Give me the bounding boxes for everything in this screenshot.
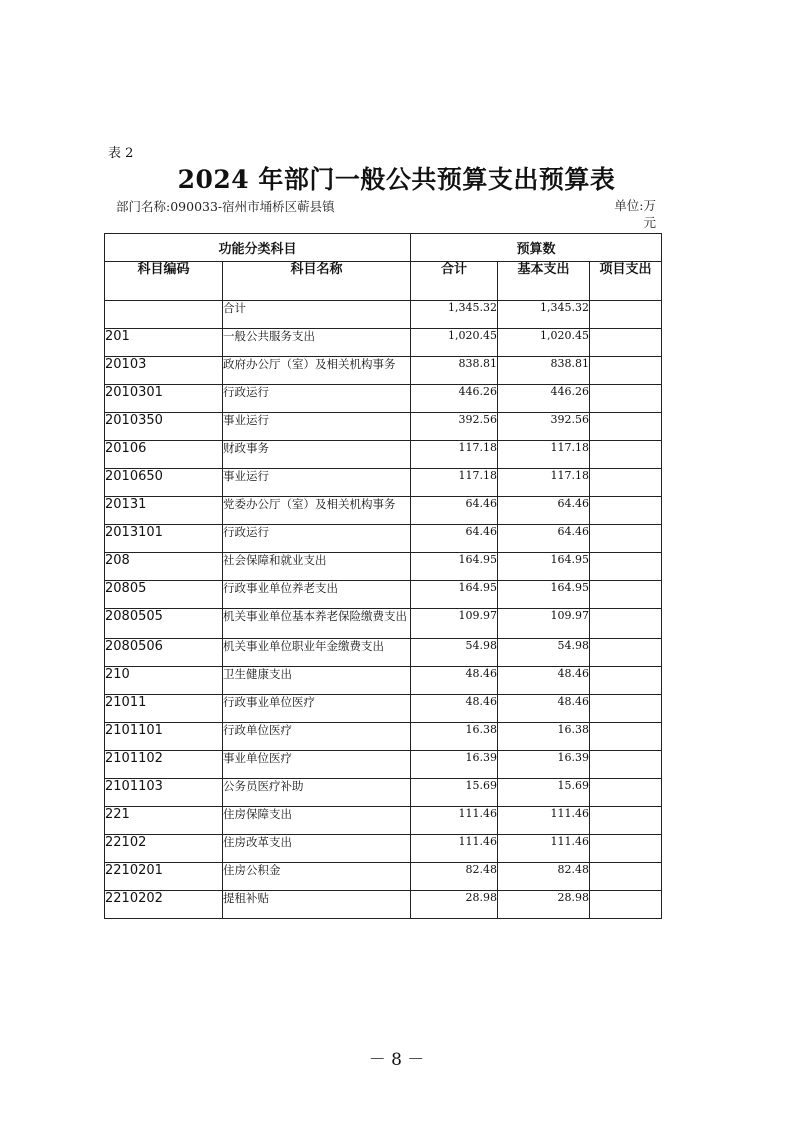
table-row bbox=[105, 639, 662, 667]
subject-code-cell: 2210201 bbox=[105, 863, 223, 891]
header-subject-name: 科目名称 bbox=[223, 262, 411, 301]
table-row bbox=[105, 751, 662, 779]
project-expenditure-cell bbox=[590, 835, 662, 863]
total-cell: 111.46 bbox=[411, 807, 498, 835]
subject-code-cell: 201 bbox=[105, 329, 223, 357]
basic-expenditure-cell: 164.95 bbox=[498, 581, 590, 609]
header-basic-expenditure: 基本支出 bbox=[498, 262, 590, 301]
total-cell: 28.98 bbox=[411, 891, 498, 919]
basic-expenditure-cell: 64.46 bbox=[498, 525, 590, 553]
subject-code-cell: 2080506 bbox=[105, 639, 223, 667]
basic-expenditure-cell: 54.98 bbox=[498, 639, 590, 667]
project-expenditure-cell bbox=[590, 301, 662, 329]
subject-code-cell: 208 bbox=[105, 553, 223, 581]
subject-name-cell: 机关事业单位基本养老保险缴费支出 bbox=[223, 609, 411, 639]
unit-label bbox=[604, 197, 656, 231]
subject-code-cell: 2210202 bbox=[105, 891, 223, 919]
subject-code-cell: 20131 bbox=[105, 497, 223, 525]
table-row bbox=[105, 667, 662, 695]
header-total: 合计 bbox=[411, 262, 498, 301]
total-cell: 48.46 bbox=[411, 667, 498, 695]
table-row bbox=[105, 863, 662, 891]
project-expenditure-cell bbox=[590, 751, 662, 779]
total-cell: 109.97 bbox=[411, 609, 498, 639]
total-cell: 82.48 bbox=[411, 863, 498, 891]
table-row bbox=[105, 609, 662, 639]
subject-name-cell: 住房改革支出 bbox=[223, 835, 411, 863]
basic-expenditure-cell: 111.46 bbox=[498, 835, 590, 863]
total-cell: 117.18 bbox=[411, 441, 498, 469]
subject-name-cell: 行政单位医疗 bbox=[223, 723, 411, 751]
total-cell: 64.46 bbox=[411, 525, 498, 553]
subject-name-cell: 事业运行 bbox=[223, 413, 411, 441]
basic-expenditure-cell: 446.26 bbox=[498, 385, 590, 413]
total-cell: 16.38 bbox=[411, 723, 498, 751]
project-expenditure-cell bbox=[590, 497, 662, 525]
basic-expenditure-cell: 64.46 bbox=[498, 497, 590, 525]
project-expenditure-cell bbox=[590, 667, 662, 695]
project-expenditure-cell bbox=[590, 385, 662, 413]
unit-label-line1: 单位:万 bbox=[614, 198, 656, 213]
basic-expenditure-cell: 838.81 bbox=[498, 357, 590, 385]
basic-expenditure-cell: 1,020.45 bbox=[498, 329, 590, 357]
page-number: － 8 － bbox=[368, 1050, 425, 1070]
basic-expenditure-cell: 16.38 bbox=[498, 723, 590, 751]
basic-expenditure-cell: 1,345.32 bbox=[498, 301, 590, 329]
subject-code-cell: 2010650 bbox=[105, 469, 223, 497]
table-row bbox=[105, 835, 662, 863]
table-row bbox=[105, 357, 662, 385]
subject-code-cell: 2101101 bbox=[105, 723, 223, 751]
table-row bbox=[105, 891, 662, 919]
table-row bbox=[105, 413, 662, 441]
subject-code-cell: 20805 bbox=[105, 581, 223, 609]
subject-name-cell: 事业运行 bbox=[223, 469, 411, 497]
subject-code-cell: 2010350 bbox=[105, 413, 223, 441]
table-row bbox=[105, 779, 662, 807]
project-expenditure-cell bbox=[590, 609, 662, 639]
total-cell: 392.56 bbox=[411, 413, 498, 441]
subject-code-cell bbox=[105, 301, 223, 329]
subject-name-cell: 合计 bbox=[223, 301, 411, 329]
table-row bbox=[105, 441, 662, 469]
total-cell: 54.98 bbox=[411, 639, 498, 667]
subject-code-cell: 20106 bbox=[105, 441, 223, 469]
project-expenditure-cell bbox=[590, 639, 662, 667]
budget-table-body bbox=[105, 301, 662, 919]
project-expenditure-cell bbox=[590, 329, 662, 357]
table-row bbox=[105, 497, 662, 525]
total-cell: 838.81 bbox=[411, 357, 498, 385]
basic-expenditure-cell: 392.56 bbox=[498, 413, 590, 441]
project-expenditure-cell bbox=[590, 413, 662, 441]
table-label: 表 2 bbox=[108, 146, 134, 161]
total-cell: 164.95 bbox=[411, 581, 498, 609]
budget-table bbox=[104, 233, 662, 919]
basic-expenditure-cell: 111.46 bbox=[498, 807, 590, 835]
subject-code-cell: 20103 bbox=[105, 357, 223, 385]
table-row bbox=[105, 807, 662, 835]
total-cell: 1,345.32 bbox=[411, 301, 498, 329]
basic-expenditure-cell: 48.46 bbox=[498, 667, 590, 695]
project-expenditure-cell bbox=[590, 441, 662, 469]
basic-expenditure-cell: 109.97 bbox=[498, 609, 590, 639]
table-row bbox=[105, 329, 662, 357]
subject-name-cell: 行政事业单位医疗 bbox=[223, 695, 411, 723]
basic-expenditure-cell: 48.46 bbox=[498, 695, 590, 723]
subject-code-cell: 22102 bbox=[105, 835, 223, 863]
subject-code-cell: 2010301 bbox=[105, 385, 223, 413]
table-row bbox=[105, 301, 662, 329]
subject-code-cell: 2101102 bbox=[105, 751, 223, 779]
project-expenditure-cell bbox=[590, 581, 662, 609]
basic-expenditure-cell: 28.98 bbox=[498, 891, 590, 919]
subject-code-cell: 2080505 bbox=[105, 609, 223, 639]
subject-name-cell: 行政事业单位养老支出 bbox=[223, 581, 411, 609]
project-expenditure-cell bbox=[590, 863, 662, 891]
basic-expenditure-cell: 117.18 bbox=[498, 469, 590, 497]
project-expenditure-cell bbox=[590, 807, 662, 835]
project-expenditure-cell bbox=[590, 553, 662, 581]
table-row bbox=[105, 553, 662, 581]
project-expenditure-cell bbox=[590, 723, 662, 751]
project-expenditure-cell bbox=[590, 525, 662, 553]
total-cell: 64.46 bbox=[411, 497, 498, 525]
table-row bbox=[105, 581, 662, 609]
subject-name-cell: 公务员医疗补助 bbox=[223, 779, 411, 807]
subject-name-cell: 事业单位医疗 bbox=[223, 751, 411, 779]
subject-code-cell: 2013101 bbox=[105, 525, 223, 553]
table-row bbox=[105, 385, 662, 413]
subject-code-cell: 210 bbox=[105, 667, 223, 695]
subject-name-cell: 党委办公厅（室）及相关机构事务 bbox=[223, 497, 411, 525]
subject-name-cell: 行政运行 bbox=[223, 385, 411, 413]
subject-name-cell: 提租补贴 bbox=[223, 891, 411, 919]
department-label: 部门名称:090033-宿州市埇桥区蕲县镇 bbox=[116, 199, 335, 214]
table-row bbox=[105, 723, 662, 751]
page-title: 2024 年部门一般公共预算支出预算表 bbox=[177, 165, 616, 194]
total-cell: 164.95 bbox=[411, 553, 498, 581]
project-expenditure-cell bbox=[590, 779, 662, 807]
subject-code-cell: 21011 bbox=[105, 695, 223, 723]
subject-name-cell: 行政运行 bbox=[223, 525, 411, 553]
subject-code-cell: 2101103 bbox=[105, 779, 223, 807]
subject-name-cell: 一般公共服务支出 bbox=[223, 329, 411, 357]
total-cell: 15.69 bbox=[411, 779, 498, 807]
subject-name-cell: 社会保障和就业支出 bbox=[223, 553, 411, 581]
total-cell: 1,020.45 bbox=[411, 329, 498, 357]
project-expenditure-cell bbox=[590, 357, 662, 385]
subject-name-cell: 住房公积金 bbox=[223, 863, 411, 891]
table-row bbox=[105, 525, 662, 553]
subject-name-cell: 财政事务 bbox=[223, 441, 411, 469]
basic-expenditure-cell: 16.39 bbox=[498, 751, 590, 779]
header-budget-amount: 预算数 bbox=[411, 234, 662, 262]
project-expenditure-cell bbox=[590, 891, 662, 919]
total-cell: 111.46 bbox=[411, 835, 498, 863]
basic-expenditure-cell: 15.69 bbox=[498, 779, 590, 807]
subject-name-cell: 卫生健康支出 bbox=[223, 667, 411, 695]
header-function-category: 功能分类科目 bbox=[105, 234, 411, 262]
project-expenditure-cell bbox=[590, 695, 662, 723]
total-cell: 48.46 bbox=[411, 695, 498, 723]
header-subject-code: 科目编码 bbox=[105, 262, 223, 301]
table-row bbox=[105, 695, 662, 723]
project-expenditure-cell bbox=[590, 469, 662, 497]
basic-expenditure-cell: 117.18 bbox=[498, 441, 590, 469]
total-cell: 117.18 bbox=[411, 469, 498, 497]
total-cell: 16.39 bbox=[411, 751, 498, 779]
total-cell: 446.26 bbox=[411, 385, 498, 413]
basic-expenditure-cell: 164.95 bbox=[498, 553, 590, 581]
subject-name-cell: 住房保障支出 bbox=[223, 807, 411, 835]
table-row bbox=[105, 469, 662, 497]
subject-name-cell: 政府办公厅（室）及相关机构事务 bbox=[223, 357, 411, 385]
unit-label-line2: 元 bbox=[643, 215, 656, 230]
subject-name-cell: 机关事业单位职业年金缴费支出 bbox=[223, 639, 411, 667]
basic-expenditure-cell: 82.48 bbox=[498, 863, 590, 891]
subject-code-cell: 221 bbox=[105, 807, 223, 835]
header-project-expenditure: 项目支出 bbox=[590, 262, 662, 301]
